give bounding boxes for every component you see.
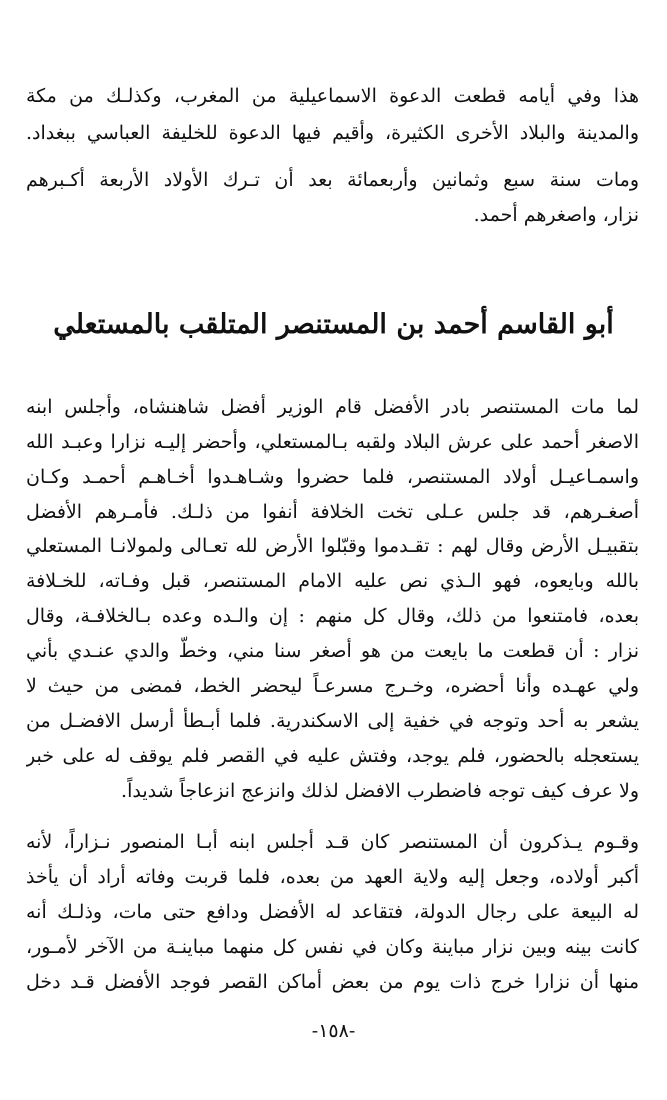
body-p1-line-10: يشعر به أحد وتوجه في خفية إلى الاسكندرية. فلما أبـطأ أرسل الافضـل من [26,710,639,732]
body-p1-line-12: ولا عرف كيف توجه فاضطرب الافضل لذلك وانزعج انزعاجاً شديداً. [121,780,639,802]
body-p2-line-4: كانت بينه وبين نزار مباينة وكان في نفس كل منهما مباينـة من الآخر لأمـور، [26,936,639,958]
body-p1-line-8: نزار : أن قطعت ما بايعت من هو أصغر سنا مني، وخطّ والدي عنـدي بأني [26,640,639,662]
intro-p2-line-1: ومات سنة سبع وثمانين وأربعمائة بعد أن تـرك الأولاد الأربعة أكـبرهم [26,169,639,191]
body-p1-line-11: يستعجله بالحضور، فلم يوجد، وفتش عليه في القصر فلم يوقف له على خبر [26,745,639,767]
body-p1-line-3: واسمـاعيـل أولاد المستنصر، فلما حضروا وشـاهـدوا أخـاهـم أحمـد وكـان [26,466,639,488]
body-p1-line-5: بتقبيـل الأرض وقال لهم : تقـدموا وقبّلوا الأرض لله تعـالى ولمولانـا المستعلي [26,535,639,557]
body-p1-line-1: لما مات المستنصر بادر الأفضل قام الوزير أفضل شاهنشاه، وأجلس ابنه [26,396,639,418]
body-p2-line-1: وقـوم يـذكرون أن المستنصر كان قـد أجلس ابنه أبـا المنصور نـزاراً، لأنه [26,831,639,853]
body-p1-line-6: بالله وبايعوه، فهو الـذي نص عليه الامام المستنصر، قبل وفـاته، للخـلافة [26,570,639,592]
intro-p1-line-2: والمدينة والبلاد الأخرى الكثيرة، وأقيم فيها الدعوة للخليفة العباسي ببغداد. [26,122,639,144]
body-p1-line-2: الاصغر أحمد على عرش البلاد ولقبه بـالمستعلي، وأحضر إليـه نزارا وعبـد الله [26,431,639,453]
body-p2-line-5: منها أن نزارا خرج ذات يوم من بعض أماكن القصر فوجد الأفضل قـد دخل [26,971,639,993]
body-p1-line-7: بعده، فامتنعوا من ذلك، وقال كل منهم : إن والـده وعده بـالخلافـة، وقال [26,605,639,627]
body-p2-line-3: له البيعة على رجال الدولة، فتقاعد له الأفضل ودافع حتى مات، وذلـك أنه [26,901,639,923]
page-number: -١٥٨- [311,1020,356,1042]
section-title: أبو القاسم أحمد بن المستنصر المتلقب بالمستعلي [53,309,614,340]
body-p2-line-2: أكبر أولاده، وجعل إليه ولاية العهد من بعده، فلما قربت وفاته أراد أن يأخذ [26,866,639,888]
body-p1-line-9: ولي عهـده وأنا أحضره، وخـرج مسرعـاً ليحضر الخط، فمضى من حيث لا [26,675,639,697]
body-p1-line-4: أصغـرهم، قد جلس عـلى تخت الخلافة أنفوا من ذلـك. فأمـرهم الأفضل [26,501,639,523]
intro-p2-line-2: نزار، واصغرهم أحمد. [473,204,639,226]
intro-p1-line-1: هذا وفي أيامه قطعت الدعوة الاسماعيلية من المغرب، وكذلـك من مكة [26,85,639,107]
